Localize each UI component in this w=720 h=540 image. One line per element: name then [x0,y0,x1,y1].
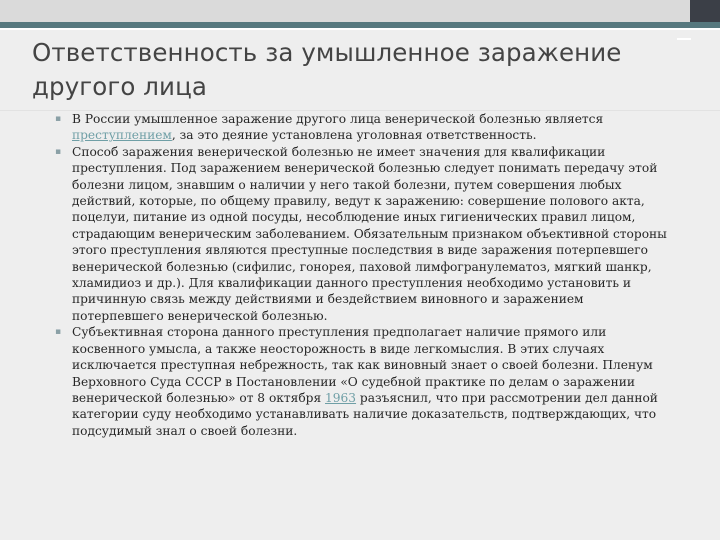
bullet-item [52,324,672,439]
crime-link[interactable]: преступлением [72,128,172,143]
bullet-icon: ▪ [55,327,62,338]
bullet-icon: ▪ [55,146,62,157]
bullet-text: В России умышленное заражение другого лица венерической болезнью является [72,112,604,126]
bullet-text: Субъективная сторона данного преступления предполагает наличие прямого или косвенного умысла, а также неосторожность в виде легкомыслия. В этих случаях исключается преступная небрежность, так как виновный знает о своей болезни. Пленум Верховного Суда СССР в Постановлении «О судебной практике по делам о заражении венерической болезнью» от 8 октября [72,325,653,405]
year-link[interactable]: 1963 [325,390,357,405]
divider-line [0,28,720,30]
bullet-text: Способ заражения венерической болезнью не имеет значения для квалификации преступления. Под заражением венерической болезнью следует понимать передачу этой болезни лицом, знавшим о наличии у него такой болезни, путем совершения любых действий, которые, по общему правилу, ведут к заражению: совершение полового акта, поцелуи, питание из одной посуды, несоблюдение иных гигиенических правил лицом, страдающим венерическим заболеванием. Обязательным признаком объективной стороны этого преступления являются преступные последствия в виде заражения потерпевшего венерической болезнью (сифилис, гонорея, паховой лимфогранулематоз, мягкий шанкр, хламидиоз и др.). Для квалификации данного преступления необходимо установить и причинную связь между действиями и бездействием виновного и заражением потерпевшего венерической болезнью. [72,144,667,323]
bullet-text: , за это деяние установлена уголовная ответственность. [171,128,537,143]
top-corner-block [690,0,720,22]
bullet-item [52,111,672,144]
corner-mark [677,38,691,40]
bullet-icon: ▪ [55,114,62,124]
slide-title: Ответственность за умышленное заражение другого лица [32,38,622,101]
bullet-list [52,111,672,439]
top-decor-band [0,0,720,22]
bullet-item [52,144,672,324]
bullet-text: разъяснил, что при рассмотрении дел данной категории суду необходимо устанавливать наличие доказательств, подтверждающих, что подсудимый знал о своей болезни. [72,390,658,438]
